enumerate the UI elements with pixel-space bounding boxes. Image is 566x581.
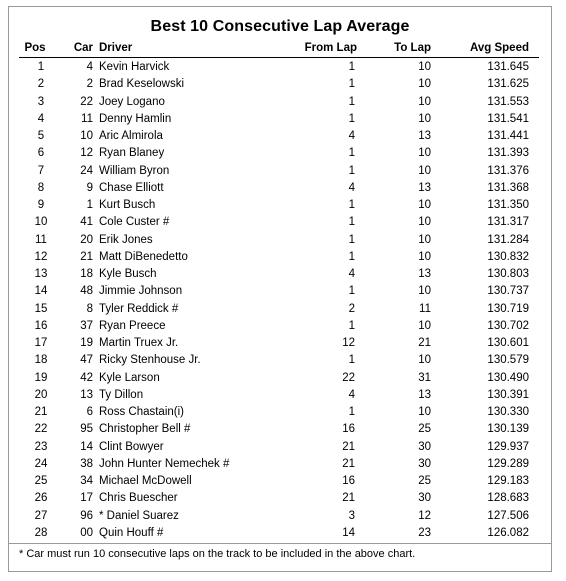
- cell-avg-speed: 131.376: [487, 164, 529, 177]
- cell-car: 34: [80, 475, 93, 487]
- cell-to-lap: 10: [418, 319, 431, 332]
- cell-avg-speed: 130.490: [487, 371, 529, 384]
- header-to-lap: To Lap: [394, 42, 431, 54]
- cell-avg-speed: 131.350: [487, 199, 529, 211]
- cell-pos: 17: [34, 337, 48, 349]
- cell-to-lap: 13: [418, 181, 431, 194]
- cell-from-lap: 1: [348, 250, 355, 263]
- table-row: [9, 473, 551, 490]
- cell-from-lap: 21: [342, 492, 355, 505]
- cell-from-lap: 16: [342, 423, 355, 436]
- header-pos: Pos: [24, 42, 46, 54]
- cell-pos: 7: [37, 164, 45, 177]
- cell-car: 14: [80, 440, 93, 453]
- cell-avg-speed: 131.645: [487, 61, 529, 73]
- cell-avg-speed: 129.183: [487, 475, 529, 487]
- cell-avg-speed: 131.553: [487, 95, 529, 108]
- cell-from-lap: 1: [348, 61, 355, 73]
- cell-from-lap: 1: [348, 147, 355, 160]
- table-row: [9, 490, 551, 507]
- cell-pos: 25: [34, 475, 48, 487]
- cell-driver: Tyler Reddick #: [99, 302, 179, 315]
- cell-avg-speed: 130.737: [487, 285, 529, 298]
- cell-avg-speed: 130.719: [487, 302, 529, 315]
- cell-car: 96: [80, 509, 93, 522]
- cell-to-lap: 10: [418, 285, 431, 298]
- cell-pos: 8: [37, 181, 45, 194]
- cell-pos: 23: [34, 440, 48, 453]
- table-header: [9, 40, 551, 56]
- cell-car: 21: [80, 250, 93, 263]
- cell-pos: 10: [34, 216, 48, 229]
- cell-to-lap: 10: [418, 95, 431, 108]
- cell-driver: John Hunter Nemechek #: [99, 457, 230, 470]
- cell-to-lap: 30: [418, 440, 431, 453]
- cell-car: 2: [86, 78, 93, 91]
- cell-pos: 9: [37, 199, 45, 211]
- cell-car: 4: [86, 61, 93, 73]
- cell-car: 9: [86, 181, 93, 194]
- cell-pos: 13: [34, 268, 48, 280]
- cell-to-lap: 10: [418, 250, 431, 263]
- cell-car: 1: [86, 199, 93, 211]
- cell-driver: * Daniel Suarez: [99, 509, 179, 522]
- cell-avg-speed: 130.391: [487, 388, 529, 401]
- header-driver: Driver: [99, 42, 133, 54]
- table-row: [9, 387, 551, 404]
- table-row: [9, 283, 551, 300]
- cell-to-lap: 10: [418, 233, 431, 246]
- cell-driver: Quin Houff #: [99, 526, 164, 539]
- cell-car: 48: [80, 285, 93, 298]
- cell-to-lap: 10: [418, 199, 431, 211]
- cell-pos: 3: [37, 95, 45, 108]
- cell-from-lap: 22: [342, 371, 355, 384]
- cell-driver: Erik Jones: [99, 233, 153, 246]
- table-body: [9, 59, 551, 542]
- cell-car: 11: [81, 112, 93, 125]
- cell-car: 10: [80, 130, 93, 142]
- cell-to-lap: 10: [418, 354, 431, 367]
- cell-driver: Chase Elliott: [99, 181, 164, 194]
- cell-from-lap: 4: [348, 181, 355, 194]
- cell-driver: Clint Bowyer: [99, 440, 164, 453]
- cell-pos: 20: [34, 388, 48, 401]
- cell-from-lap: 1: [348, 406, 355, 418]
- table-row: [9, 163, 551, 180]
- cell-from-lap: 12: [342, 337, 355, 349]
- cell-car: 20: [80, 233, 93, 246]
- cell-avg-speed: 131.317: [487, 216, 529, 229]
- cell-car: 42: [80, 371, 93, 384]
- cell-to-lap: 25: [418, 423, 431, 436]
- cell-avg-speed: 131.368: [487, 181, 529, 194]
- cell-avg-speed: 127.506: [487, 509, 529, 522]
- cell-car: 12: [80, 147, 93, 160]
- table-row: [9, 94, 551, 111]
- cell-to-lap: 25: [418, 475, 431, 487]
- header-avg-speed: Avg Speed: [469, 42, 529, 54]
- cell-car: 00: [80, 526, 93, 539]
- cell-driver: Ricky Stenhouse Jr.: [99, 354, 201, 367]
- cell-to-lap: 12: [418, 509, 431, 522]
- table-row: [9, 111, 551, 128]
- cell-avg-speed: 130.139: [487, 423, 529, 436]
- cell-to-lap: 10: [418, 147, 431, 160]
- table-row: [9, 301, 551, 318]
- cell-avg-speed: 130.702: [487, 319, 529, 332]
- cell-pos: 14: [34, 285, 48, 298]
- page-title: Best 10 Consecutive Lap Average: [150, 18, 410, 35]
- cell-from-lap: 1: [348, 216, 355, 229]
- cell-to-lap: 10: [418, 406, 431, 418]
- cell-avg-speed: 131.625: [487, 78, 529, 91]
- cell-driver: Cole Custer #: [99, 216, 170, 229]
- cell-car: 8: [86, 302, 93, 315]
- cell-car: 24: [80, 164, 93, 177]
- cell-driver: Christopher Bell #: [99, 423, 191, 436]
- table-row: [9, 335, 551, 352]
- cell-pos: 16: [34, 319, 48, 332]
- cell-to-lap: 11: [419, 302, 431, 315]
- cell-driver: Ross Chastain(i): [99, 406, 184, 418]
- header-divider: [19, 57, 539, 58]
- cell-avg-speed: 126.082: [487, 526, 529, 539]
- cell-avg-speed: 131.441: [487, 130, 529, 142]
- table-row: [9, 128, 551, 145]
- cell-car: 22: [80, 95, 93, 108]
- table-row: [9, 214, 551, 231]
- cell-driver: Ryan Blaney: [99, 147, 165, 160]
- cell-driver: Chris Buescher: [99, 492, 178, 505]
- cell-driver: Ryan Preece: [99, 319, 166, 332]
- cell-pos: 26: [34, 492, 48, 505]
- cell-from-lap: 1: [348, 112, 355, 125]
- cell-from-lap: 1: [348, 199, 355, 211]
- cell-from-lap: 1: [348, 319, 355, 332]
- cell-avg-speed: 130.330: [487, 406, 529, 418]
- cell-from-lap: 1: [348, 164, 355, 177]
- cell-car: 6: [86, 406, 93, 418]
- table-row: [9, 508, 551, 525]
- cell-avg-speed: 129.289: [487, 457, 529, 470]
- footer-divider: [9, 543, 551, 544]
- cell-from-lap: 2: [348, 302, 355, 315]
- cell-driver: Denny Hamlin: [99, 112, 172, 125]
- table-row: [9, 456, 551, 473]
- cell-to-lap: 10: [418, 164, 431, 177]
- cell-to-lap: 30: [418, 492, 431, 505]
- cell-car: 19: [80, 337, 93, 349]
- cell-to-lap: 23: [418, 526, 431, 539]
- cell-driver: Brad Keselowski: [99, 78, 185, 91]
- table-row: [9, 59, 551, 76]
- cell-to-lap: 10: [418, 216, 431, 229]
- cell-to-lap: 10: [418, 61, 431, 73]
- cell-avg-speed: 131.541: [487, 112, 529, 125]
- cell-car: 18: [80, 268, 93, 280]
- results-sheet: [8, 6, 552, 572]
- cell-pos: 18: [34, 354, 48, 367]
- cell-pos: 4: [37, 112, 45, 125]
- cell-pos: 19: [34, 371, 48, 384]
- cell-pos: 1: [37, 61, 45, 73]
- cell-from-lap: 4: [348, 268, 355, 280]
- table-row: [9, 197, 551, 214]
- table-row: [9, 421, 551, 438]
- cell-from-lap: 16: [342, 475, 355, 487]
- cell-avg-speed: 131.393: [487, 147, 529, 160]
- cell-car: 47: [80, 354, 93, 367]
- cell-from-lap: 1: [348, 285, 355, 298]
- cell-from-lap: 1: [348, 78, 355, 91]
- cell-driver: Michael McDowell: [99, 475, 192, 487]
- table-row: [9, 266, 551, 283]
- cell-car: 38: [80, 457, 93, 470]
- cell-car: 37: [80, 319, 93, 332]
- cell-driver: Aric Almirola: [99, 130, 163, 142]
- cell-driver: William Byron: [99, 164, 170, 177]
- cell-to-lap: 13: [418, 130, 431, 142]
- footnote: * Car must run 10 consecutive laps on the track to be included in the above chart.: [19, 548, 416, 560]
- cell-driver: Jimmie Johnson: [99, 285, 183, 298]
- cell-pos: 28: [34, 526, 48, 539]
- cell-avg-speed: 130.832: [487, 250, 529, 263]
- cell-from-lap: 4: [348, 388, 355, 401]
- cell-driver: Martin Truex Jr.: [99, 337, 179, 349]
- cell-to-lap: 13: [418, 388, 431, 401]
- cell-driver: Kyle Busch: [99, 268, 157, 280]
- cell-to-lap: 10: [418, 78, 431, 91]
- table-row: [9, 439, 551, 456]
- cell-driver: Ty Dillon: [99, 388, 144, 401]
- table-row: [9, 370, 551, 387]
- table-row: [9, 180, 551, 197]
- cell-car: 41: [80, 216, 93, 229]
- table-row: [9, 318, 551, 335]
- table-row: [9, 525, 551, 542]
- cell-from-lap: 21: [342, 457, 355, 470]
- cell-car: 95: [80, 423, 93, 436]
- table-row: [9, 232, 551, 249]
- cell-driver: Kyle Larson: [99, 371, 160, 384]
- cell-car: 13: [80, 388, 93, 401]
- cell-to-lap: 30: [418, 457, 431, 470]
- cell-from-lap: 1: [348, 95, 355, 108]
- header-car: Car: [73, 42, 93, 54]
- cell-driver: Kurt Busch: [99, 199, 156, 211]
- cell-pos: 22: [34, 423, 48, 436]
- cell-pos: 5: [37, 130, 45, 142]
- cell-pos: 6: [37, 147, 45, 160]
- header-from-lap: From Lap: [304, 42, 357, 54]
- cell-driver: Kevin Harvick: [99, 61, 170, 73]
- table-row: [9, 145, 551, 162]
- table-row: [9, 76, 551, 93]
- cell-from-lap: 21: [342, 440, 355, 453]
- cell-pos: 21: [34, 406, 48, 418]
- cell-avg-speed: 128.683: [487, 492, 529, 505]
- cell-driver: Joey Logano: [99, 95, 165, 108]
- cell-from-lap: 3: [348, 509, 355, 522]
- cell-pos: 24: [34, 457, 48, 470]
- cell-car: 17: [80, 492, 93, 505]
- table-row: [9, 249, 551, 266]
- cell-pos: 15: [34, 302, 48, 315]
- cell-to-lap: 21: [418, 337, 431, 349]
- cell-pos: 2: [37, 78, 45, 91]
- cell-pos: 12: [34, 250, 48, 263]
- cell-avg-speed: 131.284: [487, 233, 529, 246]
- table-row: [9, 404, 551, 421]
- cell-from-lap: 1: [348, 233, 355, 246]
- cell-pos: 11: [35, 233, 47, 246]
- cell-avg-speed: 129.937: [487, 440, 529, 453]
- table-row: [9, 352, 551, 369]
- cell-from-lap: 4: [348, 130, 355, 142]
- cell-pos: 27: [34, 509, 48, 522]
- cell-to-lap: 31: [418, 371, 431, 384]
- cell-driver: Matt DiBenedetto: [99, 250, 188, 263]
- cell-to-lap: 10: [418, 112, 431, 125]
- cell-from-lap: 14: [342, 526, 355, 539]
- cell-avg-speed: 130.601: [487, 337, 529, 349]
- cell-to-lap: 13: [418, 268, 431, 280]
- cell-avg-speed: 130.803: [487, 268, 529, 280]
- cell-avg-speed: 130.579: [487, 354, 529, 367]
- cell-from-lap: 1: [348, 354, 355, 367]
